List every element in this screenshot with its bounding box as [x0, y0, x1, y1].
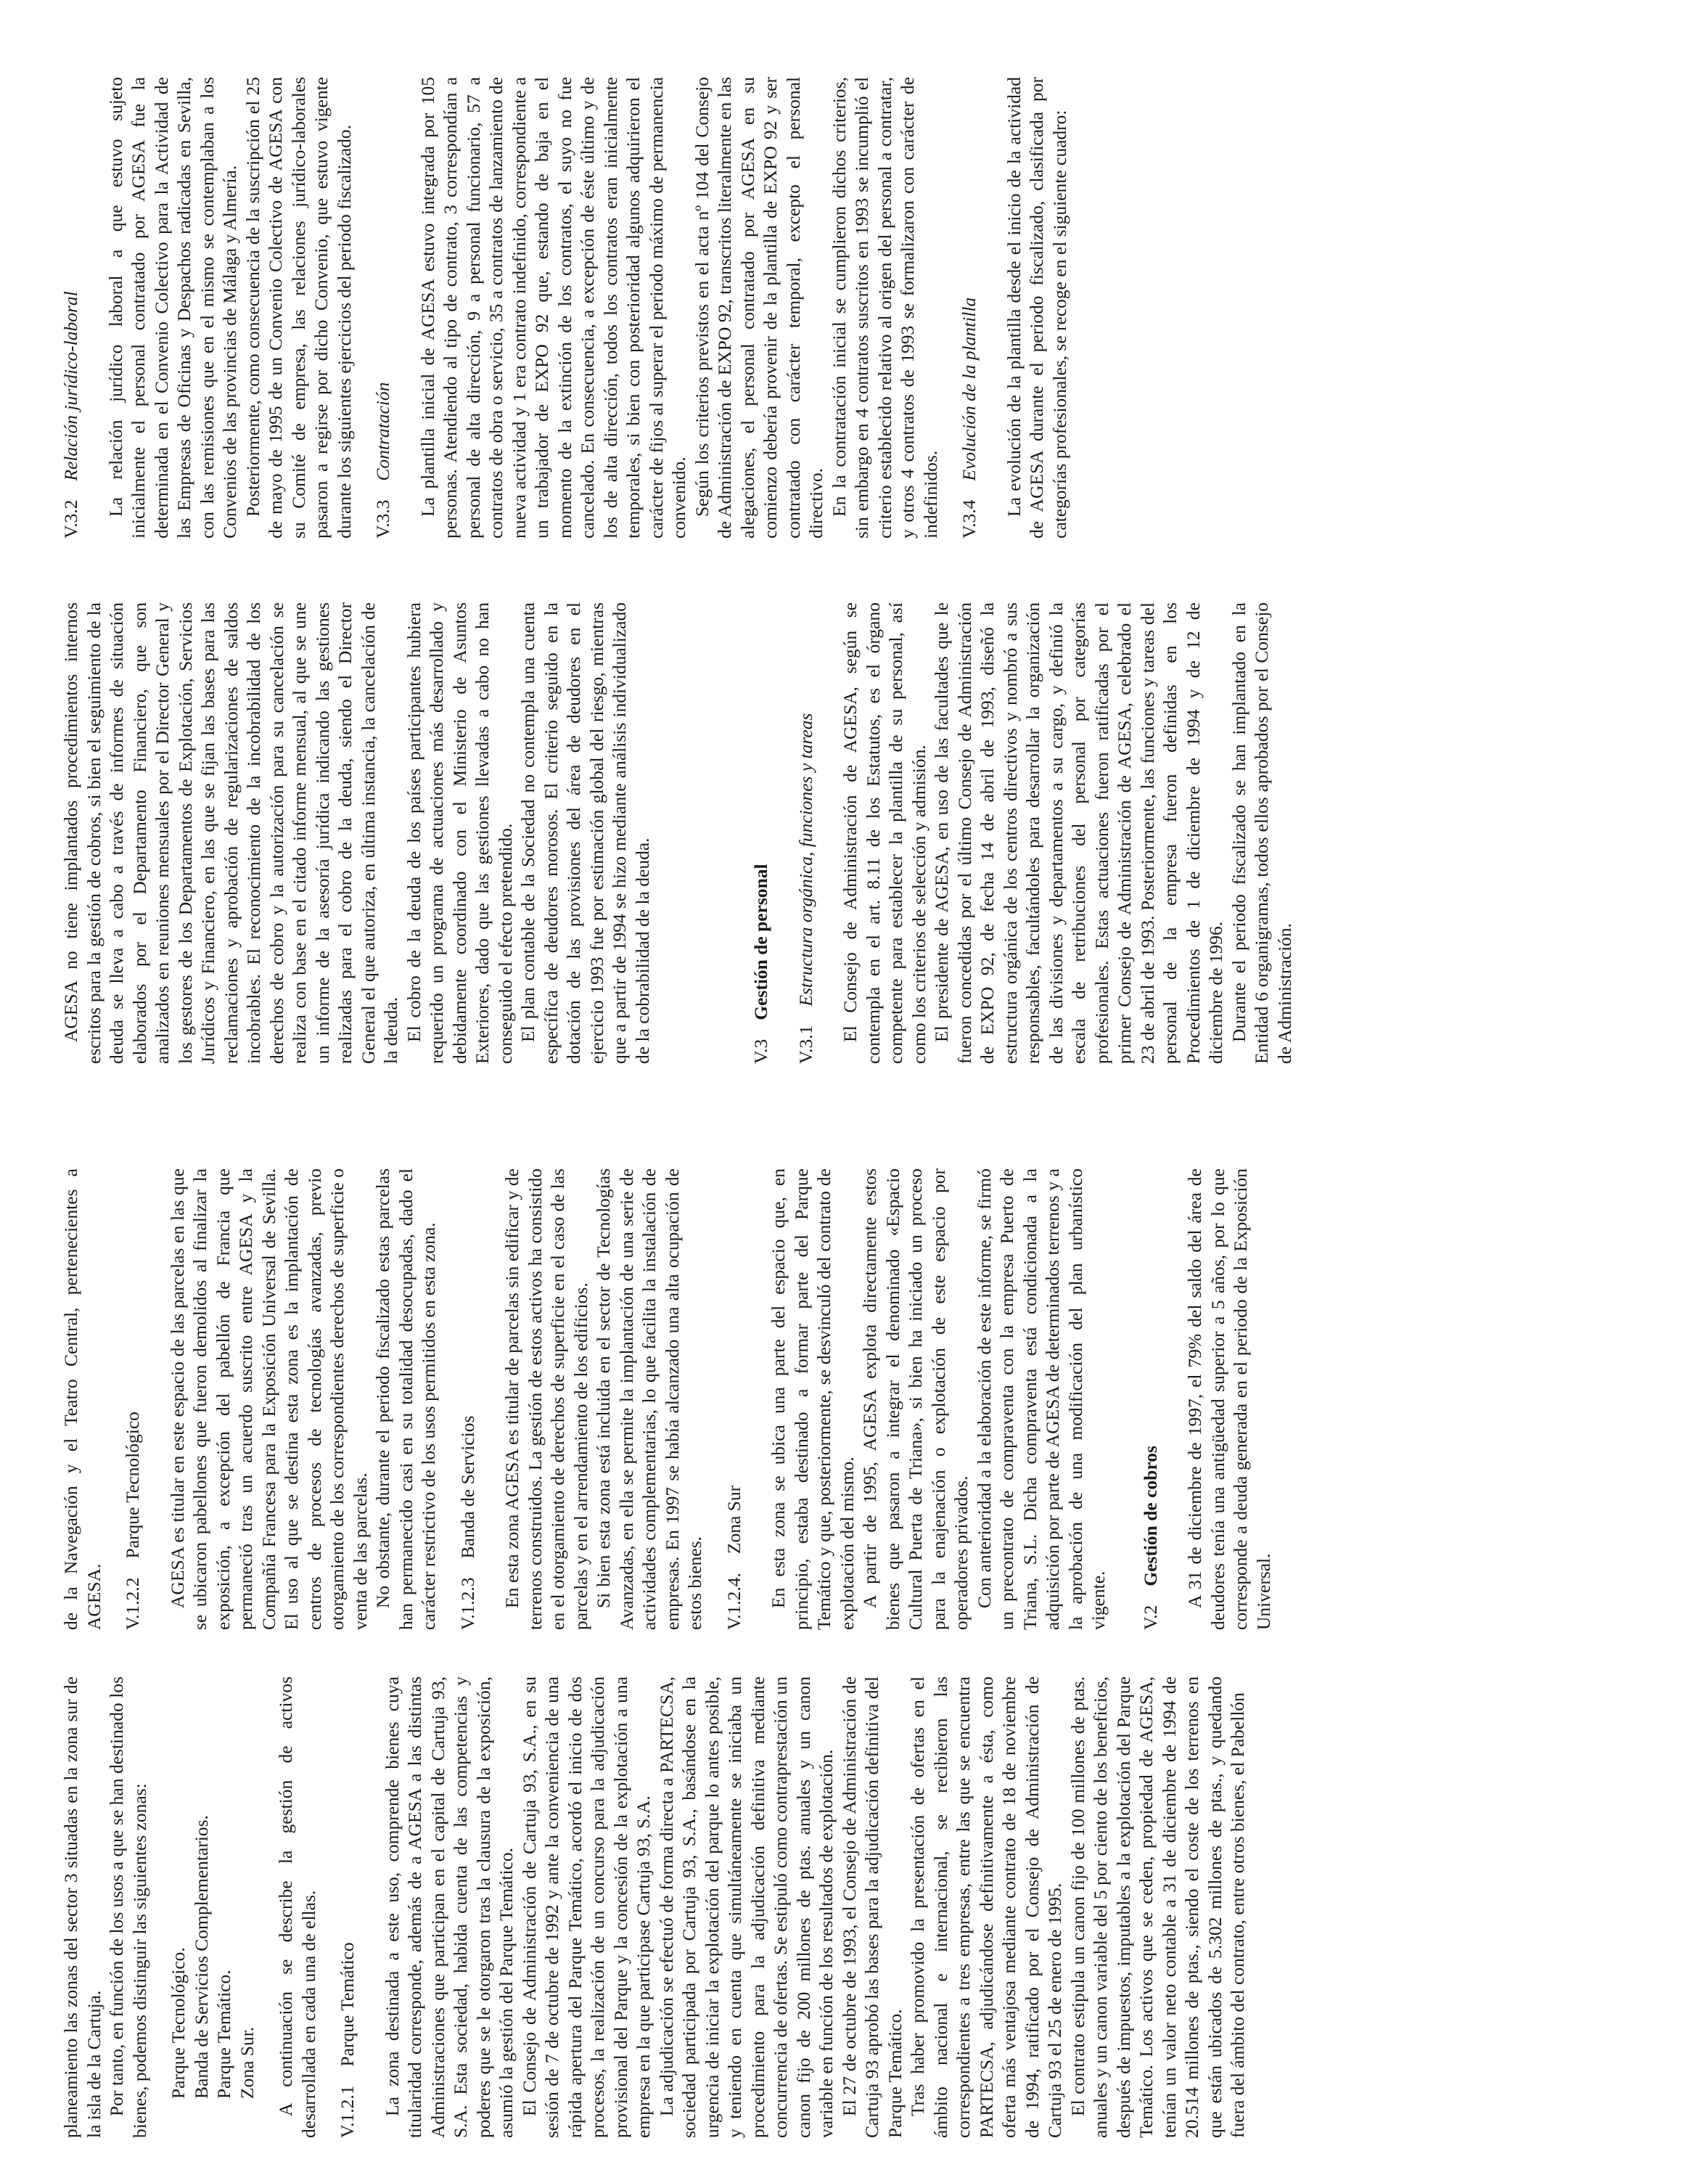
section-heading: [371, 77, 395, 538]
paragraph: El 27 de octubre de 1993, el Consejo de Administración de Cartuja 93 aprobó las bases para la adjudicación definitiva del Parque Temático.: [838, 1676, 906, 2138]
text-column-4: [59, 77, 1071, 538]
heading-number: V.1.2.1: [337, 2085, 358, 2138]
paragraph: En la contratación inicial se cumplieron dichos criterios, sin embargo en 4 contratos suscritos en 1993 se incumplió el criterio establecido relativo al origen del personal a contratar, y otros 4 contratos de 1993 se formalizaron con carácter de indefinidos.: [828, 77, 941, 538]
heading-number: V.1.2.4.: [723, 1573, 744, 1630]
heading-text: Relación jurídico-laboral: [60, 291, 81, 481]
section-heading: [958, 77, 981, 538]
paragraph: Posteriormente, como consecuencia de la suscripción el 25 de mayo de 1995 de un Convenio Colectivo de AGESA con su Comité de empresa, las relaciones jurídico-laborales pasaron a regirse por dicho Convenio, que estuvo vigente durante los siguientes ejercicios del periodo fiscalizado.: [242, 77, 355, 538]
paragraph: AGESA no tiene implantados procedimientos internos escritos para la gestión de cobros, si bien el seguimiento de la deuda se lleva a cabo a través de informes de situación elaborados por el Departamento Financiero, que son analizados en reuniones mensuales por el Director General y los gestores de los Departamentos de Explotación, Servicios Jurídicos y Financiero, en las que se fijan las bases para las reclamaciones y aprobación de regularizaciones de saldos incobrables. El reconocimiento de la incobrabilidad de los derechos de cobro y la autorización para su cancelación se realiza con base en el citado informe mensual, al que se une un informe de la asesoría jurídica indicando las gestiones realizadas para el cobro de la deuda, siendo el Director General el que autoriza, en última instancia, la cancelación de la deuda.: [60, 602, 401, 1064]
paragraph: El cobro de la deuda de los países participantes hubiera requerido un programa de actuaciones más desarrollado y debidamente coordinado con el Ministerio de Asuntos Exteriores, dado que las gestiones llevadas a cabo no han conseguido el efecto pretendido.: [403, 602, 516, 1064]
paragraph: La adjudicación se efectuó de forma directa a PARTECSA, sociedad participada por Cartuja 93, S.A., basándose en la urgencia de iniciar la explotación del parque lo antes posible, y teniendo en cuenta que simultáneamente se iniciaba un procedimiento para la adjudicación definitiva mediante concurrencia de ofertas. Se estipuló como contraprestación un canon fijo de 200 millones de ptas. anuales y un canon variable en función de los resultados de explotación.: [655, 1676, 837, 2138]
heading-number: V.3.2: [60, 499, 81, 538]
paragraph: Según los criterios previstos en el acta nº 104 del Consejo de Administración de EXPO 92, transcritos literalmente en las alegaciones, el personal contratado por AGESA en su comienzo debería provenir de la plantilla de EXPO 92 y ser contratado con carácter temporal, excepto el personal directivo.: [691, 77, 826, 538]
section-heading: [750, 602, 773, 1064]
heading-text: Banda de Servicios: [456, 1415, 478, 1559]
heading-number: V.2: [1139, 1605, 1161, 1630]
list-item: Zona Sur.: [236, 2026, 258, 2099]
paragraph: En esta zona AGESA es titular de parcelas sin edificar y de terrenos construidos. La gestión de estos activos ha consistido en el otorgamiento de derechos de superficie en el caso de las parcelas y en el arrendamiento de los edificios.: [501, 1168, 591, 1630]
paragraph: A partir de 1995, AGESA explota directamente estos bienes que pasaron a integrar el denominado «Espacio Cultural Puerta de Triana», si bien ha iniciado un proceso para la enajenación o explotación de este espacio por operadores privados.: [859, 1168, 972, 1630]
paragraph: de la Navegación y el Teatro Central, pertenecientes a AGESA.: [60, 1168, 104, 1630]
paragraph: La plantilla inicial de AGESA estuvo integrada por 105 personas. Atendiendo al tipo de contrato, 3 correspondían a personal de alta dirección, 9 a personal funcionario, 57 a contratos de obra o servicio, 35 a contratos de lanzamiento de nueva actividad y 1 era contrato indefinido, correspondiente a un trabajador de EXPO 92 que, estando de baja en el momento de la extinción de los contratos, el suyo no fue cancelado. En consecuencia, a excepción de éste último y de los de alta dirección, todos los contratos eran inicialmente temporales, si bien con posterioridad algunos adquirieron el carácter de fijos al superar el periodo máximo de permanencia convenido.: [416, 77, 689, 538]
paragraph: Con anterioridad a la elaboración de este informe, se firmó un precontrato de compraventa con la empresa Puerto de Triana, S.L. Dicha compraventa está condicionada a la adquisición por parte de AGESA de determinados terrenos y a la aprobación de una modificación del plan urbanístico vigente.: [973, 1168, 1109, 1630]
paragraph: Por tanto, en función de los usos a que se han destinado los bienes, podemos distinguir las siguientes zonas:: [106, 1676, 150, 2138]
heading-number: V.1.2.2: [122, 1577, 143, 1630]
section-heading: [336, 1676, 359, 2138]
section-heading: [1139, 1168, 1162, 1630]
heading-text: Gestión de personal: [750, 864, 771, 1020]
heading-number: V.1.2.3: [456, 1577, 478, 1630]
heading-text: Contratación: [372, 382, 393, 481]
zone-list: [167, 1676, 258, 2099]
text-column-2: [59, 1168, 1275, 1630]
section-heading: [456, 1168, 480, 1630]
paragraph: El contrato estipula un canon fijo de 100 millones de ptas. anuales y un canon variable del 5 por ciento de los beneficios, después de impuestos, imputables a la explotación del Parque Temático. Los activos que se ceden, propiedad de AGESA, tenían un valor neto contable a 31 de diciembre de 1994 de 20.514 millones de ptas., siendo el coste de los terrenos en que están ubicados de 5.302 millones de ptas., y quedando fuera del ámbito del contrato, entre otros bienes, el Pabellón: [1067, 1676, 1248, 2138]
paragraph: En esta zona se ubica una parte del espacio que, en principio, estaba destinado a formar parte del Parque Temático y que, posteriormente, se desvinculó del contrato de explotación del mismo.: [768, 1168, 858, 1630]
paragraph: El presidente de AGESA, en uso de las facultades que le fueron concedidas por el último Consejo de Administración de EXPO 92, de fecha 14 de abril de 1993, diseñó la estructura orgánica de los centros directivos y nombró a sus responsables, facultándoles para desarrollar la organización de las divisiones y departamentos a su cargo, y definió la escala de retribuciones del personal por categorías profesionales. Estas actuaciones fueron ratificadas por el primer Consejo de Administración de AGESA, celebrado el 23 de abril de 1993. Posteriormente, las funciones y tareas del personal de la empresa fueron definidas en los Procedimientos de 1 de diciembre de 1994 y de 12 de diciembre de 1996.: [931, 602, 1226, 1064]
paragraph: El Consejo de Administración de Cartuja 93, S.A., en su sesión de 7 de octubre de 1992 y ante la conveniencia de una rápida apertura del Parque Temático, acordó el inicio de dos procesos, la realización de un concurso para la adjudicación provisional del Parque y la concesión de la explotación a una empresa en la que participase Cartuja 93, S.A.: [518, 1676, 654, 2138]
paragraph: Tras haber promovido la presentación de ofertas en el ámbito nacional e internacional, se recibieron las correspondientes a tres empresas, entre las que se encuentra PARTECSA, adjudicándose definitivamente a ésta, como oferta más ventajosa mediante contrato de 18 de noviembre de 1994, ratificado por el Consejo de Administración de Cartuja 93 el 25 de enero de 1995.: [907, 1676, 1065, 2138]
paragraph: AGESA es titular en este espacio de las parcelas en las que se ubicaron pabellones que fueron demolidos al finalizar la exposición, a excepción del pabellón de Francia que permaneció tras un acuerdo suscrito entre AGESA y la Compañía Francesa para la Exposición Universal de Sevilla. El uso al que se destina esta zona es la implantación de centros de procesos de tecnologías avanzadas, previo otorgamiento de los correspondientes derechos de superficie o venta de las parcelas.: [166, 1168, 371, 1630]
heading-text: Evolución de la plantilla: [958, 297, 980, 481]
heading-number: V.3.4: [958, 499, 980, 538]
section-heading: [723, 1168, 746, 1630]
heading-text: Parque Tecnológico: [122, 1412, 143, 1559]
section-heading: [121, 1168, 144, 1630]
heading-text: Parque Temático: [337, 1942, 358, 2067]
paragraph: La zona destinada a este uso, comprende bienes cuya titularidad corresponde, además de a AGESA a las distintas Administraciones que participan en el capital de Cartuja 93, S.A. Esta sociedad, habida cuenta de las competencias y poderes que se le otorgaron tras la clausura de la exposición, asumió la gestión del Parque Temático.: [381, 1676, 517, 2138]
heading-number: V.3.3: [372, 499, 393, 538]
text-column-1: [59, 1676, 1249, 2138]
list-item: Parque Tecnológico.: [168, 1947, 189, 2099]
list-item: Banda de Servicios Complementarios.: [190, 1815, 212, 2099]
paragraph: El plan contable de la Sociedad no contempla una cuenta específica de deudores morosos. El criterio seguido en la dotación de las provisiones del área de deudores en el ejercicio 1993 fue por estimación global del riesgo, mientras que a partir de 1994 se hizo mediante análisis individualizado de la cobrabilidad de la deuda.: [517, 602, 653, 1064]
paragraph: La evolución de la plantilla desde el inicio de la actividad de AGESA durante el periodo fiscalizado, clasificada por categorías profesionales, se recoge en el siguiente cuadro:: [1003, 77, 1070, 538]
heading-text: Estructura orgánica, funciones y tareas: [795, 713, 816, 1007]
paragraph: planeamiento las zonas del sector 3 situadas en la zona sur de la isla de la Cartuja.: [60, 1676, 104, 2138]
heading-text: Zona Sur: [723, 1485, 744, 1555]
paragraph: A continuación se describe la gestión de activos desarrollada en cada una de ellas.: [275, 1676, 319, 2138]
section-heading: [795, 602, 818, 1064]
heading-number: V.3: [750, 1039, 771, 1064]
list-item: Parque Temático.: [213, 1970, 234, 2099]
paragraph: La relación jurídico laboral a que estuvo sujeto inicialmente el personal contratado por AGESA fue la determinada en el Convenio Colectivo para la Actividad de las Empresas de Oficinas y Despachos radicadas en Sevilla, con las remisiones que en el mismo se contemplaban a los Convenios de las provincias de Málaga y Almería.: [104, 77, 240, 538]
paragraph: No obstante, durante el periodo fiscalizado estas parcelas han permanecido casi en su totalidad desocupadas, dado el carácter restrictivo de los usos permitidos en esta zona.: [372, 1168, 439, 1630]
heading-text: Gestión de cobros: [1139, 1446, 1161, 1586]
heading-number: V.3.1: [795, 1025, 816, 1064]
paragraph: A 31 de diciembre de 1997, el 79% del saldo del área de deudores tenía una antigüedad superior a 5 años, por lo que corresponde a deuda generada en el periodo de la Exposición Universal.: [1184, 1168, 1274, 1630]
paragraph: Durante el periodo fiscalizado se han implantado en la Entidad 6 organigramas, todos ellos aprobados por el Consejo de Administración.: [1228, 602, 1295, 1064]
section-heading: [59, 77, 83, 538]
text-column-3: [59, 602, 1296, 1064]
paragraph: El Consejo de Administración de AGESA, según se contempla en el art. 8.11 de los Estatutos, es el órgano competente para establecer la plantilla de su personal, así como los criterios de selección y admisión.: [839, 602, 929, 1064]
paragraph: Si bien esta zona está incluida en el sector de Tecnologías Avanzadas, en ella se permite la implantación de una serie de actividades complementarias, lo que facilita la instalación de empresas. En 1997 se había alcanzado una alta ocupación de estos bienes.: [593, 1168, 705, 1630]
